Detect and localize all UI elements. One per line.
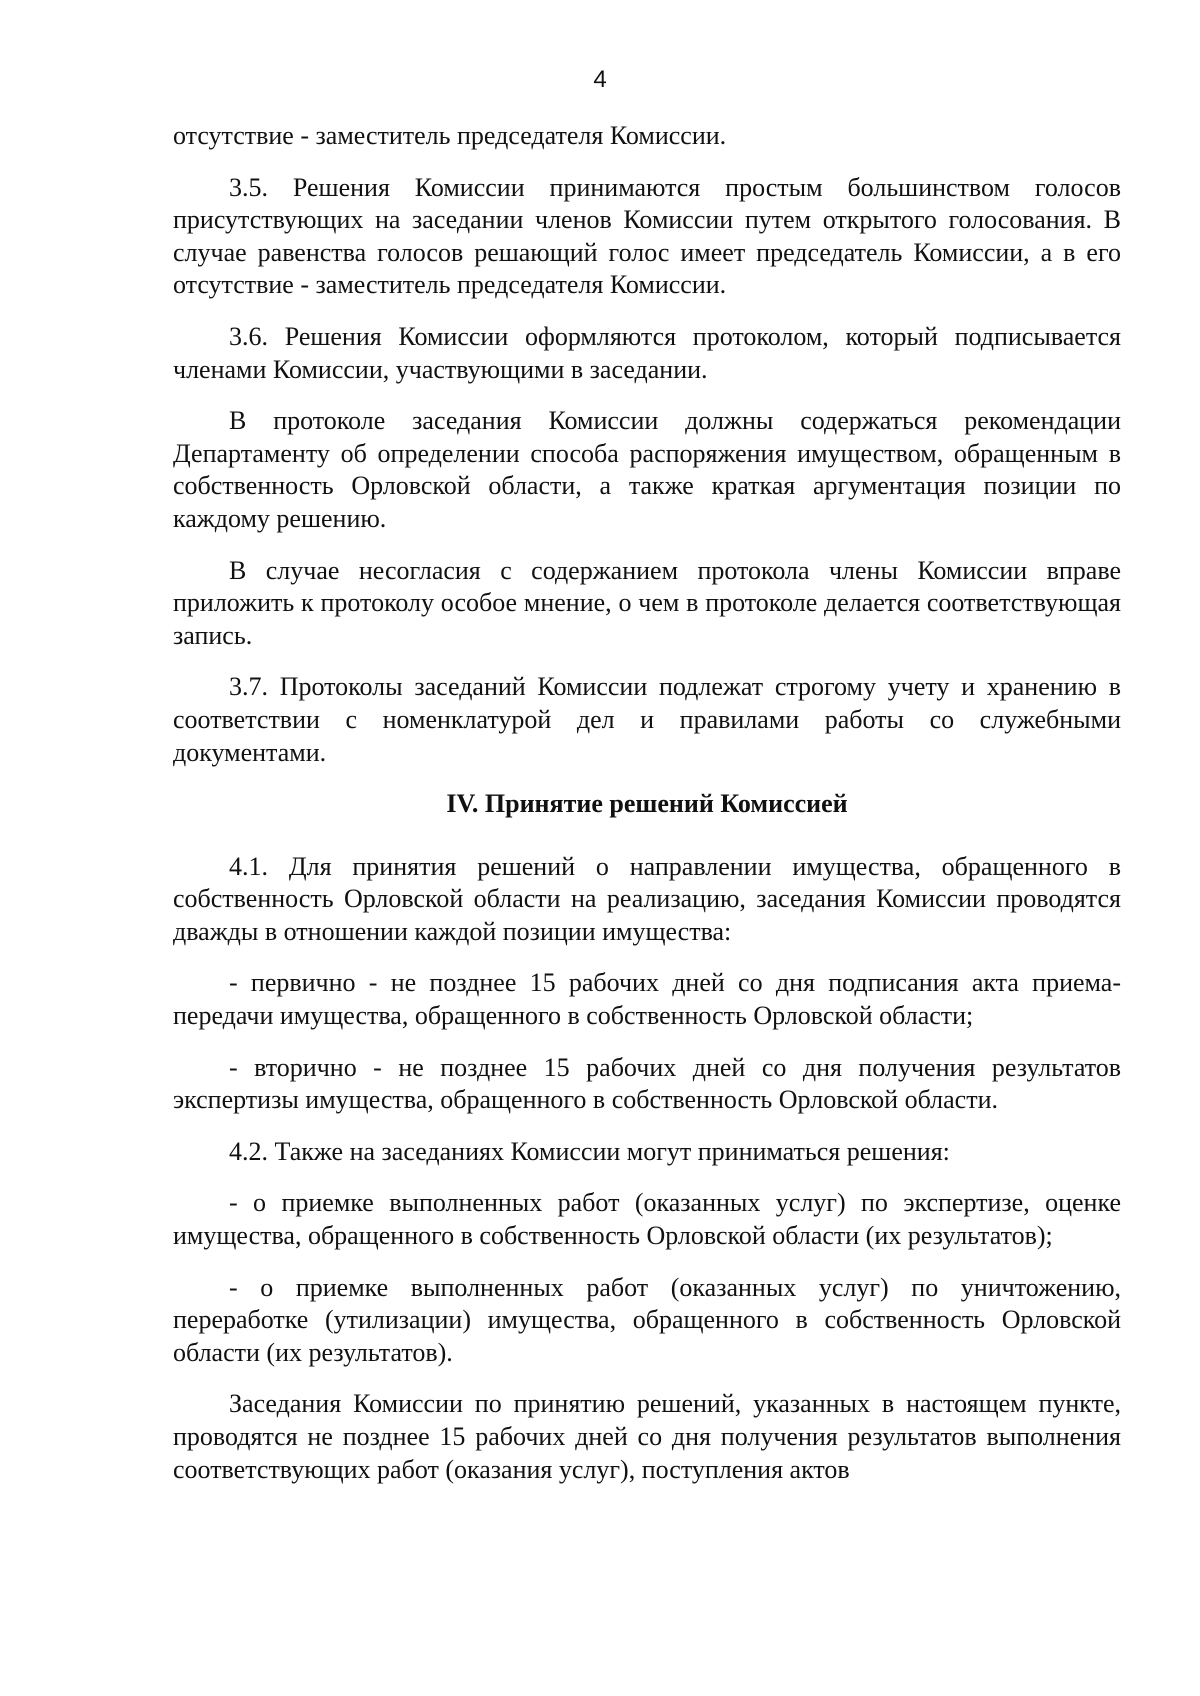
paragraph: отсутствие - заместитель председателя Комиссии. [173, 121, 727, 150]
paragraph-4-2: 4.2. Также на заседаниях Комиссии могут приниматься решения: [229, 1136, 950, 1166]
paragraph-dissent: В случае несогласия с содержанием протокола члены Комиссии вправе приложить к протоколу особое мнение, о чем в протоколе делается соответствующая запись. [173, 555, 1121, 650]
document-body [173, 120, 1121, 1486]
paragraph-3-6: 3.6. Решения Комиссии оформляются протоколом, который подписывается членами Комиссии, участвующими в заседании. [173, 321, 1121, 384]
list-item-destruction: - о приемке выполненных работ (оказанных услуг) по уничтожению, переработке (утилизации) имущества, обращенного в собственность Орловской области (их результатов). [173, 1272, 1121, 1367]
section-heading: IV. Принятие решений Комиссией [446, 789, 848, 819]
page-number: 4 [593, 66, 607, 93]
paragraph-protocol-content: В протоколе заседания Комиссии должны содержаться рекомендации Департаменту об определении способа распоряжения имуществом, обращенным в собственность Орловской области, а также краткая аргументация позиции по каждому решению. [173, 406, 1121, 533]
list-item-expertise: - о приемке выполненных работ (оказанных услуг) по экспертизе, оценке имущества, обращенного в собственность Орловской области (их результатов); [173, 1188, 1121, 1251]
paragraph-3-5: 3.5. Решения Комиссии принимаются простым большинством голосов присутствующих на заседании членов Комиссии путем открытого голосования. В случае равенства голосов решающий голос имеет председатель Комиссии, а в его отсутствие - заместитель председателя Комиссии. [173, 172, 1121, 300]
paragraph-4-1: 4.1. Для принятия решений о направлении имущества, обращенного в собственность Орловской области на реализацию, заседания Комиссии проводятся дважды в отношении каждой позиции имущества: [173, 851, 1121, 946]
list-item-secondary: - вторично - не позднее 15 рабочих дней со дня получения результатов экспертизы имущества, обращенного в собственность Орловской области. [173, 1052, 1121, 1115]
paragraph-meetings: Заседания Комиссии по принятию решений, указанных в настоящем пункте, проводятся не позднее 15 рабочих дней со дня получения результатов выполнения соответствующих работ (оказания услуг), поступления актов [173, 1389, 1121, 1484]
list-item-primary: - первично - не позднее 15 рабочих дней со дня подписания акта приема-передачи имущества, обращенного в собственность Орловской области; [173, 968, 1121, 1031]
paragraph-3-7: 3.7. Протоколы заседаний Комиссии подлежат строгому учету и хранению в соответствии с номенклатурой дел и правилами работы со служебными документами. [173, 672, 1121, 767]
